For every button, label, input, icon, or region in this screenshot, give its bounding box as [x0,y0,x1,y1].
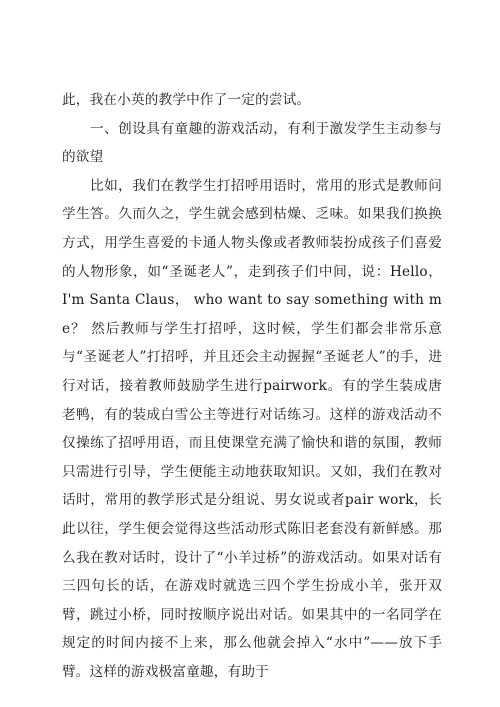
paragraph-continuation: 此，我在小英的教学中作了一定的尝试。 [62,92,311,108]
document-page [62,86,442,686]
body-paragraph: 比如，我们在教学生打招呼用语时，常用的形式是教师问学生答。久而久之，学生就会感到枯燥、乏味。如果我们换换方式，用学生喜爱的卡通人物头像或者教师装扮成孩子们喜爱的人物形象，如“圣诞老人”，走到孩子们中间，说：Hello， I'm Santa Claus， who want to say something with me？ 然后教师与学生打招呼，这时候，学生们都会非常乐意与“圣诞老人”打招呼，并且还会主动握握“圣诞老人”的手，进行对话，接着教师鼓励学生进行pairwork。有的学生装成唐老鸭，有的装成白雪公主等进行对话练习。这样的游戏活动不仅操练了招呼用语，而且使课堂充满了愉快和谐的氛围，教师只需进行引导，学生便能主动地获取知识。又如，我们在教对话时，常用的教学形式是分组说、男女说或者pair work，长此以往，学生便会觉得这些活动形式陈旧老套没有新鲜感。那么我在教对话时，设计了“小羊过桥”的游戏活动。如果对话有三四句长的话，在游戏时就选三四个学生扮成小羊，张开双臂，跳过小桥，同时按顺序说出对话。如果其中的一名同学在规定的时间内接不上来，那么他就会掉入“水中”——放下手臂。这样的游戏极富童趣，有助于 [62,177,442,680]
section-heading: 一、创设具有童趣的游戏活动，有利于激发学生主动参与的欲望 [62,120,442,166]
